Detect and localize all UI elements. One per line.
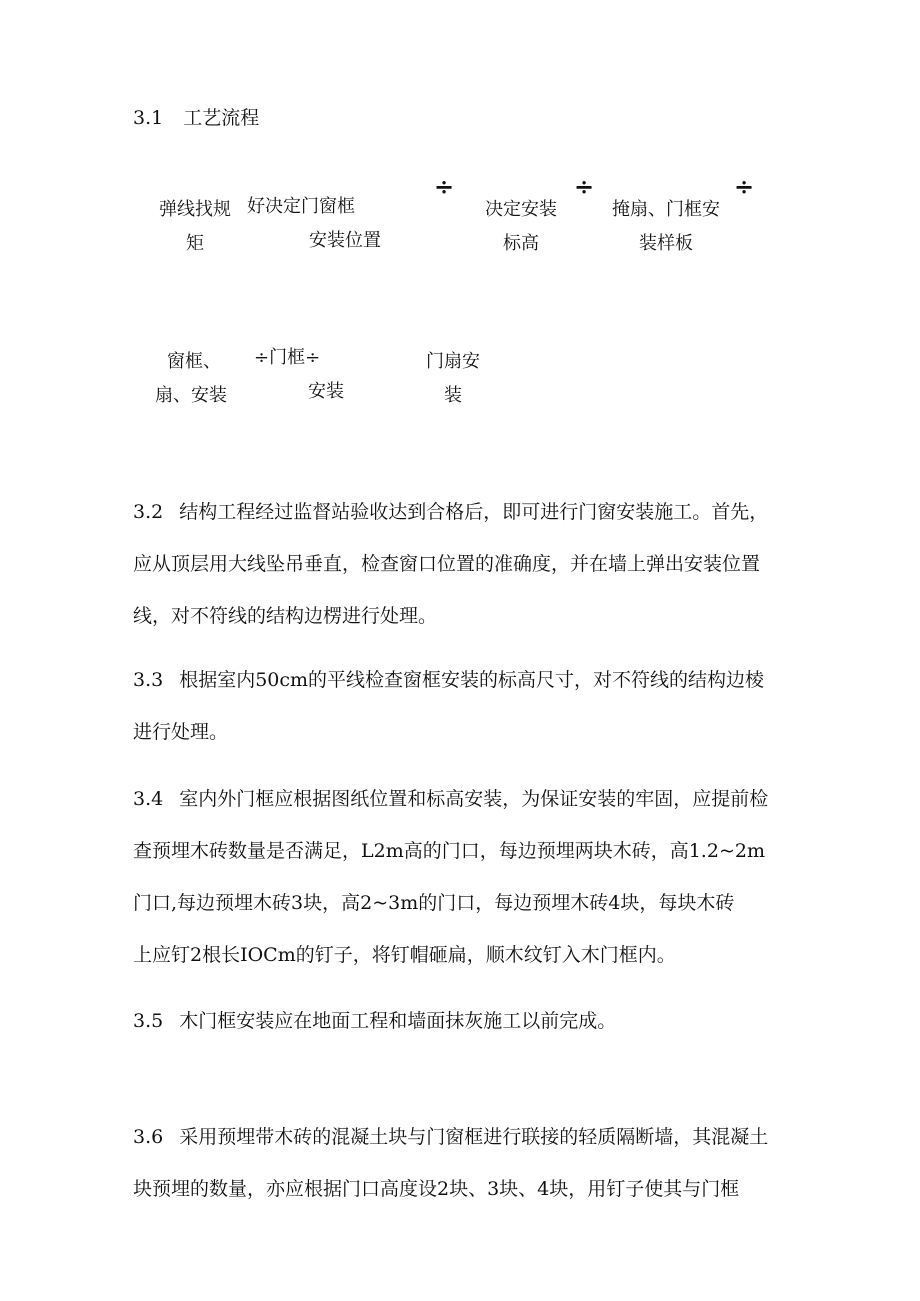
paragraph-3-3: 3.3 根据室内50cm的平线检查窗框安装的标高尺寸，对不符线的结构边棱 进行处理。 [133, 669, 765, 743]
paragraph-number: 3.4 [133, 788, 164, 810]
paragraph-3-5: 3.5 木门框安装应在地面工程和墙面抹灰施工以前完成。 [133, 1010, 617, 1032]
flow-step-3: 决定安装 标高 [485, 199, 557, 254]
section-heading [133, 103, 259, 130]
paragraph-3-4: 3.4 室内外门框应根据图纸位置和标高安装，为保证安装的牢固，应提前检 查预埋木砖数量是否满足，L2m高的门口，每边预埋两块木砖，高1.2~2m 门口,每边预埋木砖3块，高2~3m的门口，每边预埋木砖4块，每块木砖 上应钉2根长IOCm的钉子，将钉帽砸扁，顺木纹钉入木门框内。 [133, 788, 769, 966]
flow-step-2: 好决定门窗框 安装位置 [247, 196, 381, 251]
paragraph-3-6: 3.6 采用预埋带木砖的混凝土块与门窗框进行联接的轻质隔断墙，其混凝土 块预埋的数量，亦应根据门口高度设2块、3块、4块，用钉子使其与门框 [133, 1126, 769, 1200]
paragraph-number: 3.3 [133, 669, 164, 691]
flow-step-5: 窗框、 扇、安装 [155, 351, 227, 406]
paragraph-number: 3.6 [133, 1126, 164, 1148]
flow-arrow-icon: ÷ [434, 172, 455, 201]
flow-step-6: ÷门框÷ 安装 [254, 347, 344, 402]
flow-step-1: 弹线找规 矩 [159, 199, 231, 254]
flow-arrow-icon: ÷ [574, 172, 595, 201]
section-title: 工艺流程 [183, 107, 260, 129]
paragraph-number: 3.5 [133, 1010, 164, 1032]
paragraph-number: 3.2 [133, 501, 164, 523]
flow-step-7: 门扇安 装 [426, 351, 480, 406]
section-number: 3.1 [133, 107, 164, 129]
flow-step-4: 掩扇、门框安 装样板 [612, 199, 720, 254]
flow-arrow-icon: ÷ [734, 172, 755, 201]
paragraph-3-2: 3.2 结构工程经过监督站验收达到合格后，即可进行门窗安装施工。首先， 应从顶层用大线坠吊垂直，检查窗口位置的准确度，并在墙上弹出安装位置 线，对不符线的结构边楞进行处理。 [133, 501, 769, 627]
